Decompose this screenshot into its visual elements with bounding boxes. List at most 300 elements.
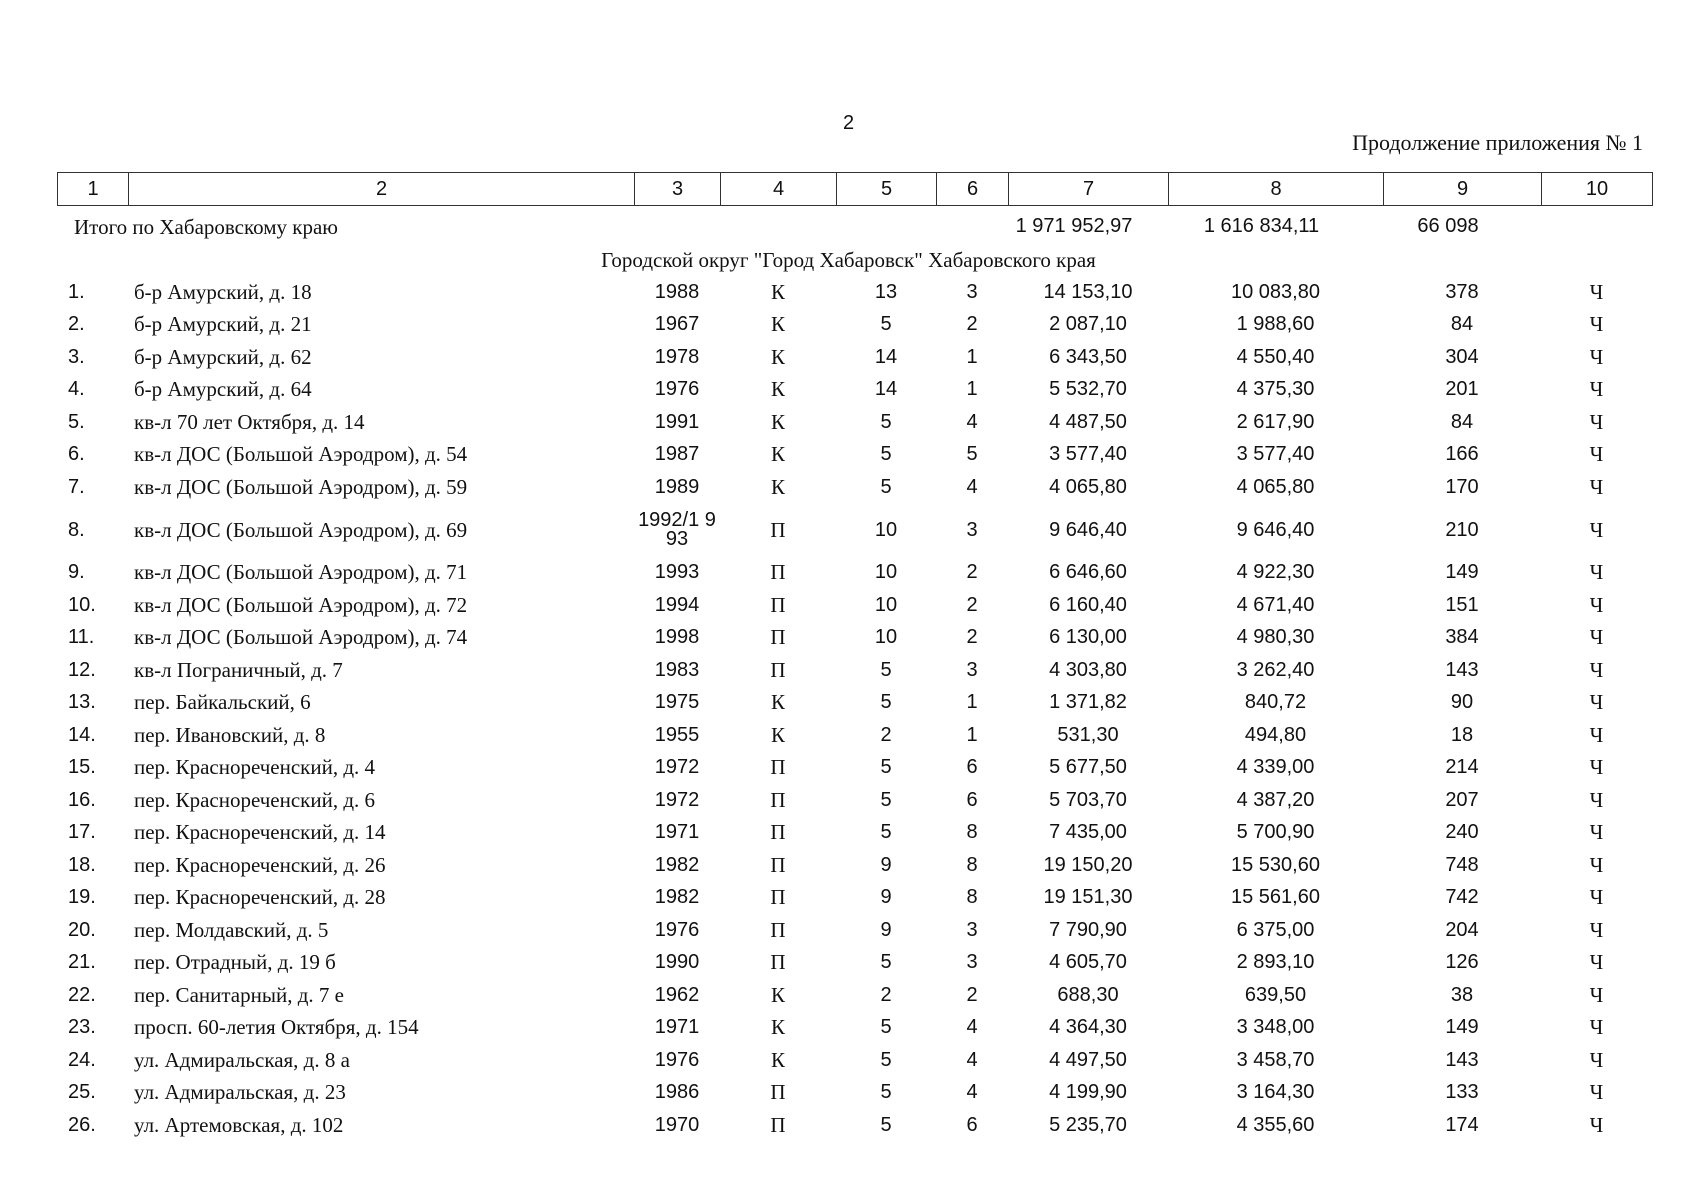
type-cell: Ч [1589,690,1604,715]
type-cell: Ч [1589,787,1604,812]
section-title: Городской округ "Город Хабаровск" Хабаровского края [601,248,1096,272]
living-area-cell: 3 458,70 [1236,1048,1315,1071]
living-area-cell: 4 550,40 [1236,345,1315,368]
residents-cell: 90 [1450,691,1474,714]
row-number: 11. [68,626,95,649]
type-cell: Ч [1589,982,1604,1007]
address-cell: пер. Молдавский, д. 5 [134,917,329,942]
material-cell: К [770,1047,785,1072]
address-cell: кв-л ДОС (Большой Аэродром), д. 69 [134,517,468,542]
living-area-cell: 3 348,00 [1236,1016,1315,1039]
continuation-title: Продолжение приложения № 1 [1352,130,1643,155]
residents-cell: 378 [1445,280,1479,303]
table-row [57,557,1652,590]
entrances-cell: 4 [966,1081,978,1104]
data-table-body [57,276,1652,1142]
type-cell: Ч [1589,625,1604,650]
material-cell: П [770,517,786,542]
floors-cell: 10 [874,561,898,584]
material-cell: П [770,755,786,780]
address-cell: пер. Краснореченский, д. 6 [134,787,376,812]
material-cell: П [770,625,786,650]
total-area-cell: 531,30 [1057,723,1119,746]
residents-cell: 143 [1445,1048,1479,1071]
year-cell: 1998 [654,626,700,649]
total-area-cell: 3 577,40 [1049,443,1127,466]
row-number: 21. [68,951,96,974]
material-cell: П [770,592,786,617]
residents-cell: 149 [1445,561,1479,584]
table-row [57,1044,1652,1077]
row-number: 9. [68,561,85,584]
year-cell: 1976 [654,918,700,941]
page-number: 2 [842,112,855,134]
table-row [57,947,1652,980]
floors-cell: 9 [880,886,892,909]
entrances-cell: 1 [966,378,978,401]
year-cell: 1988 [654,280,700,303]
total-area-cell: 4 497,50 [1049,1048,1127,1071]
material-cell: К [770,377,785,402]
living-area-cell: 4 375,30 [1236,378,1315,401]
residents-cell: 207 [1445,788,1479,811]
material-cell: П [770,852,786,877]
total-area-cell: 6 160,40 [1049,593,1127,616]
address-cell: пер. Ивановский, д. 8 [134,722,326,747]
row-number: 26. [68,1113,96,1136]
year-cell: 1990 [654,951,700,974]
entrances-cell: 2 [966,313,978,336]
address-cell: кв-л ДОС (Большой Аэродром), д. 71 [134,560,468,585]
total-label: Итого по Хабаровскому краю [74,215,338,239]
total-area-cell: 1 371,82 [1049,691,1127,714]
floors-cell: 5 [880,1113,892,1136]
year-cell: 1978 [654,345,700,368]
table-row [57,719,1652,752]
entrances-cell: 1 [966,691,978,714]
floors-cell: 5 [880,1048,892,1071]
entrances-cell: 3 [966,918,978,941]
row-number: 13. [68,691,96,714]
table-row [57,504,1652,557]
residents-cell: 304 [1445,345,1479,368]
year-cell: 1975 [654,691,700,714]
entrances-cell: 2 [966,983,978,1006]
total-area-cell: 4 065,80 [1049,475,1127,498]
total-area-cell: 5 532,70 [1049,378,1127,401]
year-cell: 1992/1 993 [638,509,716,550]
total-area-cell: 688,30 [1057,983,1119,1006]
column-header: 5 [837,173,937,206]
entrances-cell: 6 [966,756,978,779]
type-cell: Ч [1589,852,1604,877]
living-area-cell: 3 577,40 [1236,443,1315,466]
total-area-cell: 14 153,10 [1043,280,1133,303]
table-row [57,406,1652,439]
table-row [57,914,1652,947]
total-area-cell: 7 790,90 [1049,918,1127,941]
table-row [57,276,1652,309]
table-row [57,341,1652,374]
table-row [57,309,1652,342]
type-cell: Ч [1589,722,1604,747]
residents-cell: 126 [1445,951,1479,974]
total-residents: 66 098 [1417,215,1479,237]
type-cell: Ч [1589,312,1604,337]
residents-cell: 240 [1445,821,1479,844]
material-cell: П [770,1080,786,1105]
address-cell: кв-л Пограничный, д. 7 [134,657,343,682]
floors-cell: 13 [874,280,898,303]
table-row [57,849,1652,882]
residents-cell: 214 [1445,756,1479,779]
residents-cell: 201 [1445,378,1479,401]
year-cell: 1983 [654,658,700,681]
address-cell: ул. Артемовская, д. 102 [134,1112,344,1137]
floors-cell: 5 [880,658,892,681]
column-header: 7 [1009,173,1169,206]
floors-cell: 10 [874,593,898,616]
floors-cell: 14 [874,378,898,401]
year-cell: 1982 [654,886,700,909]
total-area-cell: 5 677,50 [1049,756,1127,779]
type-cell: Ч [1589,1047,1604,1072]
entrances-cell: 3 [966,518,978,541]
material-cell: П [770,885,786,910]
table-row [57,439,1652,472]
material-cell: К [770,442,785,467]
row-number: 2. [68,313,85,336]
column-header: 10 [1542,173,1653,206]
address-cell: б-р Амурский, д. 62 [134,344,312,369]
entrances-cell: 1 [966,345,978,368]
living-area-cell: 2 617,90 [1236,410,1315,433]
address-cell: кв-л ДОС (Большой Аэродром), д. 59 [134,474,468,499]
type-cell: Ч [1589,917,1604,942]
entrances-cell: 3 [966,951,978,974]
living-area-cell: 1 988,60 [1236,313,1315,336]
living-area-cell: 840,72 [1244,691,1307,714]
row-number: 23. [68,1016,96,1039]
floors-cell: 5 [880,951,892,974]
total-area-cell: 7 435,00 [1049,821,1127,844]
table-row [57,1077,1652,1110]
type-cell: Ч [1589,1015,1604,1040]
row-number: 7. [68,475,85,498]
year-cell: 1994 [654,593,700,616]
material-cell: К [770,690,785,715]
address-cell: кв-л ДОС (Большой Аэродром), д. 72 [134,592,468,617]
material-cell: К [770,1015,785,1040]
year-cell: 1991 [654,410,700,433]
address-cell: пер. Краснореченский, д. 14 [134,820,386,845]
total-area-cell: 5 235,70 [1049,1113,1127,1136]
column-header: 1 [58,173,129,206]
table-row [57,589,1652,622]
row-number: 25. [68,1081,96,1104]
entrances-cell: 6 [966,1113,978,1136]
floors-cell: 9 [880,918,892,941]
type-cell: Ч [1589,517,1604,542]
column-header: 2 [129,173,635,206]
row-number: 4. [68,378,85,401]
row-number: 6. [68,443,85,466]
table-row [57,817,1652,850]
row-number: 20. [68,918,96,941]
year-cell: 1967 [654,313,700,336]
residents-cell: 170 [1445,475,1479,498]
address-cell: пер. Краснореченский, д. 28 [134,885,386,910]
living-area-cell: 4 980,30 [1236,626,1315,649]
row-number: 17. [68,821,96,844]
entrances-cell: 4 [966,475,978,498]
year-cell: 1976 [654,378,700,401]
floors-cell: 5 [880,756,892,779]
total-area-cell: 5 703,70 [1049,788,1127,811]
residents-cell: 748 [1445,853,1479,876]
floors-cell: 10 [874,626,898,649]
residents-cell: 166 [1445,443,1479,466]
living-area-cell: 3 164,30 [1236,1081,1315,1104]
address-cell: пер. Краснореченский, д. 26 [134,852,386,877]
entrances-cell: 1 [966,723,978,746]
type-cell: Ч [1589,474,1604,499]
year-cell: 1971 [654,1016,700,1039]
entrances-cell: 4 [966,410,978,433]
type-cell: Ч [1589,442,1604,467]
table-row [57,654,1652,687]
type-cell: Ч [1589,560,1604,585]
floors-cell: 5 [880,1081,892,1104]
living-area-cell: 4 671,40 [1236,593,1315,616]
floors-cell: 5 [880,443,892,466]
address-cell: пер. Отрадный, д. 19 б [134,950,336,975]
entrances-cell: 3 [966,658,978,681]
address-cell: пер. Санитарный, д. 7 е [134,982,344,1007]
address-cell: ул. Адмиральская, д. 8 а [134,1047,350,1072]
residents-cell: 742 [1445,886,1479,909]
floors-cell: 14 [874,345,898,368]
living-area-cell: 9 646,40 [1236,518,1315,541]
column-header: 6 [937,173,1009,206]
row-number: 22. [68,983,96,1006]
address-cell: б-р Амурский, д. 21 [134,312,312,337]
total-area-cell: 4 487,50 [1049,410,1127,433]
column-header: 3 [635,173,721,206]
table-row [57,471,1652,504]
residents-cell: 38 [1450,983,1474,1006]
total-area-cell: 4 199,90 [1049,1081,1127,1104]
address-cell: просп. 60-летия Октября, д. 154 [134,1015,419,1040]
year-cell: 1972 [654,788,700,811]
material-cell: П [770,657,786,682]
material-cell: К [770,312,785,337]
year-cell: 1972 [654,756,700,779]
address-cell: ул. Адмиральская, д. 23 [134,1080,346,1105]
residents-cell: 151 [1445,593,1479,616]
entrances-cell: 8 [966,821,978,844]
year-cell: 1962 [654,983,700,1006]
type-cell: Ч [1589,592,1604,617]
total-area-cell: 4 364,30 [1049,1016,1127,1039]
type-cell: Ч [1589,344,1604,369]
material-cell: П [770,950,786,975]
residents-cell: 210 [1445,518,1479,541]
total-area-cell: 19 150,20 [1043,853,1133,876]
table-row [57,784,1652,817]
type-cell: Ч [1589,279,1604,304]
table-row [57,979,1652,1012]
year-cell: 1976 [654,1048,700,1071]
type-cell: Ч [1589,820,1604,845]
living-area-cell: 5 700,90 [1236,821,1315,844]
type-cell: Ч [1589,409,1604,434]
address-cell: пер. Байкальский, 6 [134,690,311,715]
address-cell: кв-л ДОС (Большой Аэродром), д. 74 [134,625,468,650]
floors-cell: 5 [880,313,892,336]
address-cell: пер. Краснореченский, д. 4 [134,755,376,780]
entrances-cell: 2 [966,626,978,649]
entrances-cell: 4 [966,1048,978,1071]
year-cell: 1989 [654,475,700,498]
table-row [57,1012,1652,1045]
entrances-cell: 3 [966,280,978,303]
living-area-cell: 3 262,40 [1236,658,1315,681]
row-number: 18. [68,853,96,876]
row-number: 14. [68,723,96,746]
floors-cell: 2 [880,983,892,1006]
material-cell: П [770,820,786,845]
entrances-cell: 2 [966,561,978,584]
table-row [57,752,1652,785]
material-cell: К [770,722,785,747]
row-number: 15. [68,756,96,779]
living-area-cell: 4 387,20 [1236,788,1315,811]
material-cell: К [770,279,785,304]
column-header-row [58,173,1653,206]
living-area-cell: 4 922,30 [1236,561,1315,584]
floors-cell: 5 [880,1016,892,1039]
living-area-cell: 6 375,00 [1236,918,1315,941]
year-cell: 1987 [654,443,700,466]
residents-cell: 174 [1445,1113,1479,1136]
floors-cell: 5 [880,788,892,811]
residents-cell: 149 [1445,1016,1479,1039]
material-cell: П [770,787,786,812]
year-cell: 1982 [654,853,700,876]
year-cell: 1993 [654,561,700,584]
table-row [57,882,1652,915]
table-row [57,374,1652,407]
material-cell: П [770,917,786,942]
row-number: 24. [68,1048,96,1071]
living-area-cell: 15 530,60 [1231,853,1320,876]
column-header-table [57,172,1653,206]
floors-cell: 2 [880,723,892,746]
material-cell: К [770,474,785,499]
table-row [57,1109,1652,1142]
year-cell: 1970 [654,1113,700,1136]
floors-cell: 5 [880,475,892,498]
living-area-cell: 10 083,80 [1231,280,1320,303]
total-area-cell: 2 087,10 [1049,313,1127,336]
year-cell: 1986 [654,1081,700,1104]
year-cell: 1971 [654,821,700,844]
table-row [57,687,1652,720]
row-number: 12. [68,658,96,681]
row-number: 16. [68,788,96,811]
entrances-cell: 8 [966,886,978,909]
living-area-cell: 4 355,60 [1236,1113,1315,1136]
column-header: 9 [1384,173,1542,206]
total-area-cell: 6 646,60 [1049,561,1127,584]
total-area: 1 971 952,97 [1015,215,1133,237]
residents-cell: 84 [1450,313,1474,336]
residents-cell: 204 [1445,918,1479,941]
residents-cell: 84 [1450,410,1474,433]
residents-cell: 143 [1445,658,1479,681]
address-cell: б-р Амурский, д. 64 [134,377,312,402]
living-area-cell: 2 893,10 [1236,951,1315,974]
total-area-cell: 4 605,70 [1049,951,1127,974]
residents-cell: 384 [1445,626,1479,649]
row-number: 1. [68,280,85,303]
material-cell: П [770,560,786,585]
type-cell: Ч [1589,950,1604,975]
total-area-cell: 6 343,50 [1049,345,1127,368]
table-row [57,622,1652,655]
material-cell: К [770,409,785,434]
address-cell: кв-л 70 лет Октября, д. 14 [134,409,365,434]
residents-cell: 18 [1450,723,1474,746]
type-cell: Ч [1589,885,1604,910]
entrances-cell: 2 [966,593,978,616]
type-cell: Ч [1589,1080,1604,1105]
material-cell: П [770,1112,786,1137]
total-area-cell: 6 130,00 [1049,626,1127,649]
year-cell: 1955 [654,723,700,746]
living-area-cell: 639,50 [1244,983,1307,1006]
floors-cell: 5 [880,821,892,844]
entrances-cell: 5 [966,443,978,466]
column-header: 4 [721,173,837,206]
total-area-cell: 19 151,30 [1043,886,1133,909]
floors-cell: 5 [880,410,892,433]
type-cell: Ч [1589,1112,1604,1137]
entrances-cell: 6 [966,788,978,811]
entrances-cell: 8 [966,853,978,876]
total-living-area: 1 616 834,11 [1203,215,1320,237]
material-cell: К [770,982,785,1007]
living-area-cell: 4 065,80 [1236,475,1315,498]
type-cell: Ч [1589,657,1604,682]
row-number: 5. [68,410,85,433]
row-number: 8. [68,518,85,541]
row-number: 3. [68,345,85,368]
floors-cell: 9 [880,853,892,876]
living-area-cell: 15 561,60 [1231,886,1320,909]
type-cell: Ч [1589,377,1604,402]
address-cell: кв-л ДОС (Большой Аэродром), д. 54 [134,442,468,467]
material-cell: К [770,344,785,369]
living-area-cell: 4 339,00 [1236,756,1315,779]
floors-cell: 5 [880,691,892,714]
residents-cell: 133 [1445,1081,1479,1104]
column-header: 8 [1169,173,1384,206]
row-number: 19. [68,886,96,909]
living-area-cell: 494,80 [1244,723,1307,746]
floors-cell: 10 [874,518,898,541]
